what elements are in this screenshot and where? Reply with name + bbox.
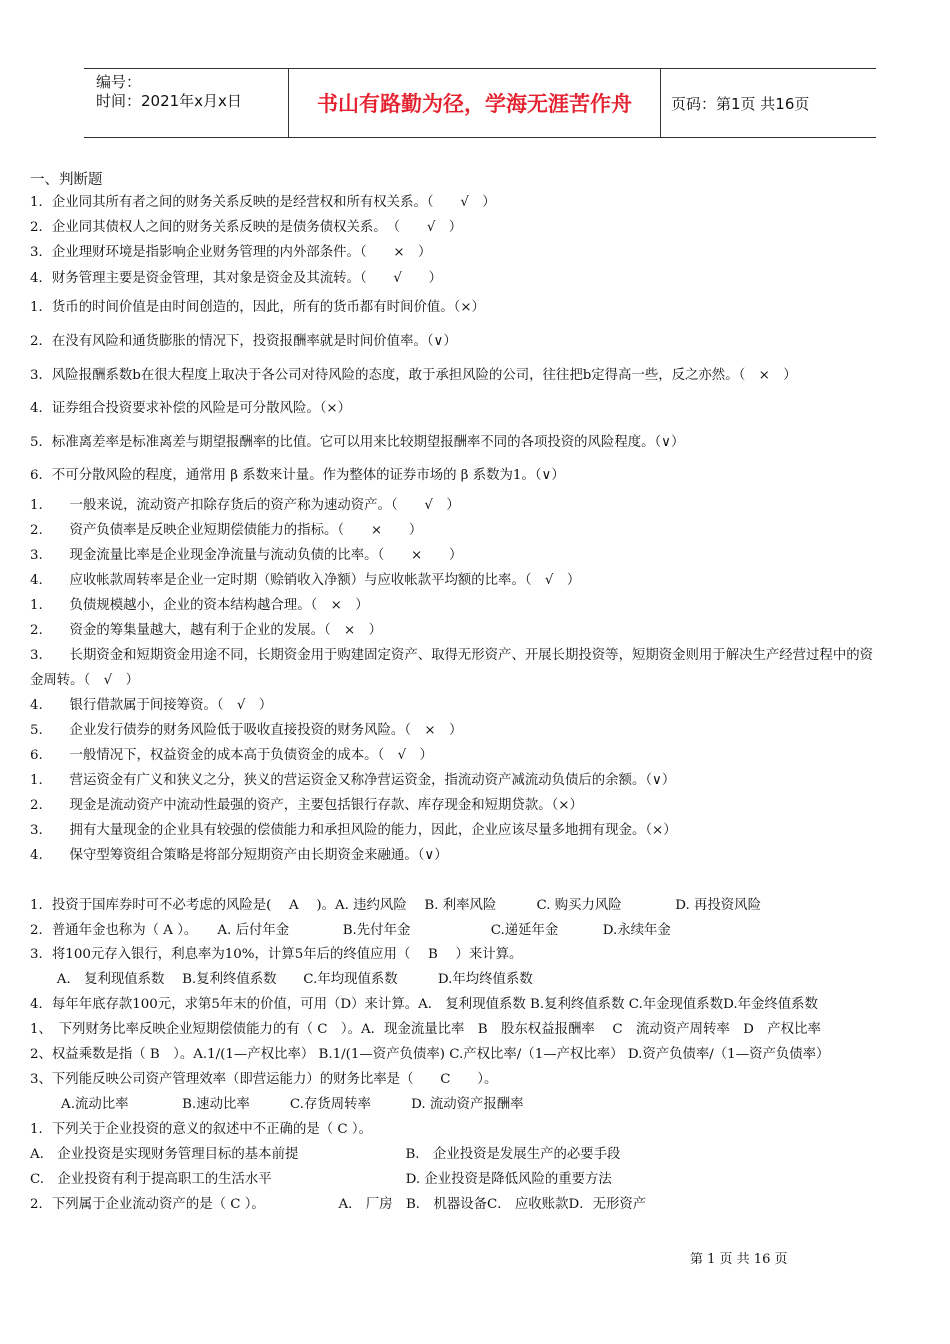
question-line: 1．投资于国库券时可不必考虑的风险是( A )。A. 违约风险 B. 利率风险 C. 购买力风险 D. 再投资风险 <box>30 898 761 913</box>
question-line: 3、下列能反映公司资产管理效率（即营运能力）的财务比率是（ C ）。 <box>30 1072 498 1087</box>
question-line: A. 企业投资是实现财务管理目标的基本前提 B. 企业投资是发展生产的必要手段 <box>30 1147 621 1162</box>
page-label: 页码：第1页 共16页 <box>671 94 810 113</box>
question-line: 金周转。（ √ ） <box>30 673 139 688</box>
number-label: 编号： <box>96 73 142 91</box>
question-line: 3. 现金流量比率是企业现金净流量与流动负债的比率。（ × ） <box>30 548 463 563</box>
question-line: 2、权益乘数是指（ B ）。A.1/(1—产权比率） B.1/(1—资产负债率) C.产权比率/（1—产权比率） D.资产负债率/（1—资产负债率） <box>30 1047 830 1062</box>
question-line: 3. 长期资金和短期资金用途不同，长期资金用于购建固定资产、取得无形资产、开展长期投资等，短期资金则用于解决生产经营过程中的资 <box>30 648 873 663</box>
question-line: 1．企业同其所有者之间的财务关系反映的是经营权和所有权关系。（ √ ） <box>30 195 496 210</box>
question-line: 1．下列关于企业投资的意义的叙述中不正确的是（ C ）。 <box>30 1122 372 1137</box>
question-line: 2. 资产负债率是反映企业短期偿债能力的指标。（ × ） <box>30 523 423 538</box>
question-line: 2．下列属于企业流动资产的是（ C ）。 A． 厂房 B． 机器设备C． 应收账款D．无形资产 <box>30 1197 647 1212</box>
question-line: A． 复利现值系数 B.复利终值系数 C.年均现值系数 D.年均终值系数 <box>30 972 533 987</box>
section-title: 一、判断题 <box>30 172 103 188</box>
question-line: 2．普通年金也称为（ A ）。 A. 后付年金 B.先付年金 C.递延年金 D.永续年金 <box>30 923 671 938</box>
question-line: 4．财务管理主要是资金管理，其对象是资金及其流转。（ √ ） <box>30 271 443 286</box>
question-line: 1. 负债规模越小，企业的资本结构越合理。（ × ） <box>30 598 369 613</box>
question-line: 4. 应收帐款周转率是企业一定时期（赊销收入净额）与应收帐款平均额的比率。（ √ ） <box>30 573 581 588</box>
question-line: 1、 下列财务比率反映企业短期偿债能力的有（ C ）。A．现金流量比率 B 股东权益报酬率 C 流动资产周转率 D 产权比率 <box>30 1022 821 1037</box>
question-line: 4. 银行借款属于间接筹资。（ √ ） <box>30 698 273 713</box>
page-header <box>84 68 876 138</box>
header-left-cell <box>84 69 288 137</box>
question-line: 2．企业同其债权人之间的财务关系反映的是债务债权关系。 （ √ ） <box>30 220 463 235</box>
question-line: C. 企业投资有利于提高职工的生活水平 D. 企业投资是降低风险的重要方法 <box>30 1172 612 1187</box>
question-line: 3．企业理财环境是指影响企业财务管理的内外部条件。（ × ） <box>30 245 432 260</box>
question-line: 1．货币的时间价值是由时间创造的，因此，所有的货币都有时间价值。（×） <box>30 300 485 315</box>
question-line: 4. 保守型筹资组合策略是将部分短期资产由长期资金来融通。（∨） <box>30 848 448 863</box>
question-line: 3．风险报酬系数b在很大程度上取决于各公司对待风险的态度，敢于承担风险的公司，往往把b定得高一些，反之亦然。（ × ） <box>30 368 797 383</box>
question-line: 6. 一般情况下，权益资金的成本高于负债资金的成本。（ √ ） <box>30 748 433 763</box>
question-line: 4．每年年底存款100元，求第5年末的价值，可用（D）来计算。A． 复利现值系数 B.复利终值系数 C.年金现值系数D.年金终值系数 <box>30 997 818 1012</box>
question-line: 2. 资金的筹集量越大，越有利于企业的发展。（ × ） <box>30 623 383 638</box>
question-line: 3. 拥有大量现金的企业具有较强的偿债能力和承担风险的能力，因此，企业应该尽量多地拥有现金。（×） <box>30 823 677 838</box>
question-line: 5．标准离差率是标准离差与期望报酬率的比值。它可以用来比较期望报酬率不同的各项投资的风险程度。（∨） <box>30 435 685 450</box>
page-footer: 第 1 页 共 16 页 <box>690 1252 788 1267</box>
question-line: 4．证券组合投资要求补偿的风险是可分散风险。（×） <box>30 401 352 416</box>
question-line: 3．将100元存入银行，利息率为10%，计算5年后的终值应用（ B ）来计算。 <box>30 947 523 962</box>
time-label: 时间：2021年x月x日 <box>96 92 242 110</box>
question-line: 2．在没有风险和通货膨胀的情况下，投资报酬率就是时间价值率。（∨） <box>30 334 457 349</box>
question-line: 2. 现金是流动资产中流动性最强的资产，主要包括银行存款、库存现金和短期贷款。（×） <box>30 798 583 813</box>
question-line: 1. 一般来说，流动资产扣除存货后的资产称为速动资产。（ √ ） <box>30 498 460 513</box>
question-line: 1. 营运资金有广义和狭义之分，狭义的营运资金又称净营运资金，指流动资产减流动负债后的余额。（∨） <box>30 773 676 788</box>
question-line: 6．不可分散风险的程度，通常用 β 系数来计量。作为整体的证券市场的 β 系数为1。（∨） <box>30 468 565 483</box>
question-line: 5. 企业发行债券的财务风险低于吸收直接投资的财务风险。（ × ） <box>30 723 463 738</box>
question-line: A.流动比率 B.速动比率 C.存货周转率 D. 流动资产报酬率 <box>30 1097 524 1112</box>
motto: 书山有路勤为径，学海无涯苦作舟 <box>288 69 661 137</box>
